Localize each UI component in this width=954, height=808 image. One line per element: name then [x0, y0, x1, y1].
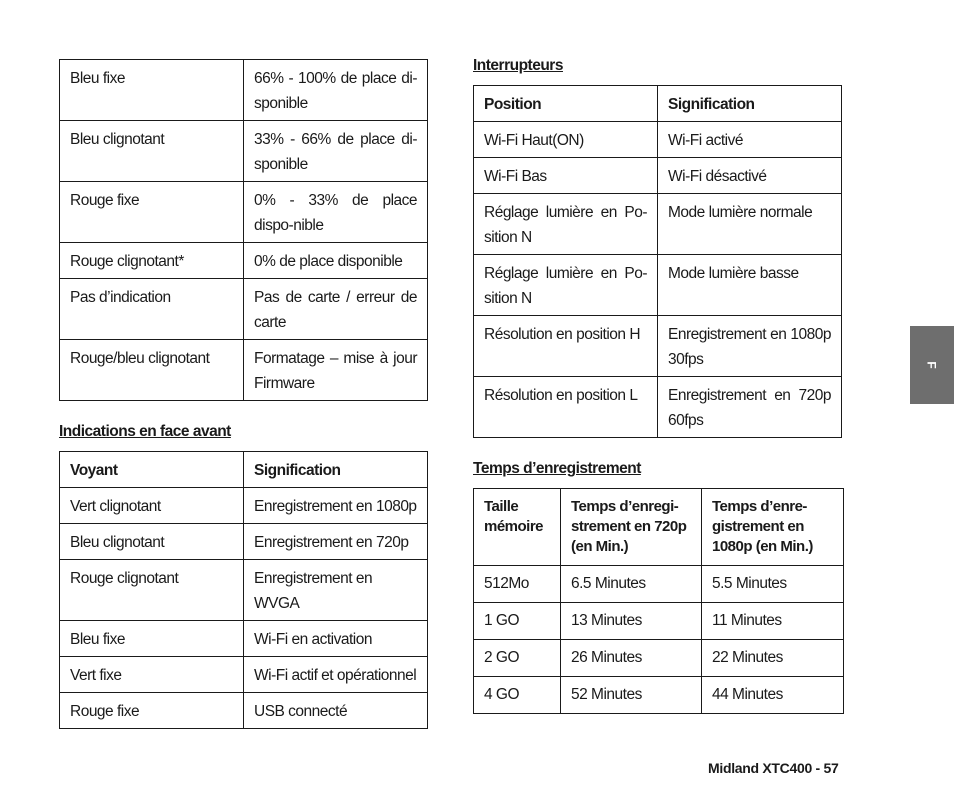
table-cell: 22 Minutes — [702, 640, 844, 677]
table-cell: Réglage lumière en Po-sition N — [474, 194, 658, 255]
table-cell: 44 Minutes — [702, 677, 844, 714]
table-cell: 13 Minutes — [561, 603, 702, 640]
column-header: Voyant — [60, 452, 244, 488]
table-cell: 26 Minutes — [561, 640, 702, 677]
table-cell: USB connecté — [244, 693, 428, 729]
table-row — [60, 243, 428, 279]
language-tab-label: F — [925, 361, 939, 369]
table-cell: Réglage lumière en Po-sition N — [474, 255, 658, 316]
switches-table — [473, 85, 842, 438]
table-cell: 5.5 Minutes — [702, 566, 844, 603]
table-row — [474, 122, 842, 158]
table-cell: 4 GO — [474, 677, 561, 714]
table-cell: Mode lumière basse — [658, 255, 842, 316]
table-cell: Enregistrement en WVGA — [244, 560, 428, 621]
table-row — [60, 524, 428, 560]
table-cell: 52 Minutes — [561, 677, 702, 714]
table-cell: Rouge fixe — [60, 693, 244, 729]
table-row — [474, 566, 844, 603]
table-row — [60, 182, 428, 243]
table-cell: Formatage – mise à jour Firmware — [244, 340, 428, 401]
table-row — [474, 316, 842, 377]
table-header-row — [60, 452, 428, 488]
table-cell: 0% de place disponible — [244, 243, 428, 279]
table-cell: 33% - 66% de place di-sponible — [244, 121, 428, 182]
table-cell: Rouge/bleu clignotant — [60, 340, 244, 401]
table-cell: 1 GO — [474, 603, 561, 640]
table-row — [60, 340, 428, 401]
table-cell: 66% - 100% de place di-sponible — [244, 60, 428, 121]
recording-time-table — [473, 488, 844, 714]
table-row — [474, 677, 844, 714]
table-cell: Rouge fixe — [60, 182, 244, 243]
table-cell: 2 GO — [474, 640, 561, 677]
table-cell: Bleu clignotant — [60, 524, 244, 560]
table-cell: Wi-Fi actif et opérationnel — [244, 657, 428, 693]
table-row — [474, 377, 842, 438]
column-header: Taille mémoire — [474, 489, 561, 566]
table-row — [60, 121, 428, 182]
table-cell: Bleu fixe — [60, 60, 244, 121]
language-tab — [910, 326, 954, 404]
table-row — [60, 488, 428, 524]
table-row — [60, 60, 428, 121]
table-cell: Pas d’indication — [60, 279, 244, 340]
table-row — [60, 560, 428, 621]
table-cell: Résolution en position L — [474, 377, 658, 438]
front-indications-table — [59, 451, 428, 729]
table-row — [474, 158, 842, 194]
table-cell: Enregistrement en 1080p 30fps — [658, 316, 842, 377]
column-header: Position — [474, 86, 658, 122]
section-title-recording-time: Temps d’enregistrement — [473, 460, 641, 477]
table-cell: Wi-Fi activé — [658, 122, 842, 158]
table-cell: Mode lumière normale — [658, 194, 842, 255]
table-cell: Wi-Fi Haut(ON) — [474, 122, 658, 158]
table-header-row — [474, 489, 844, 566]
table-cell: Rouge clignotant — [60, 560, 244, 621]
table-row — [474, 603, 844, 640]
led-status-table — [59, 59, 428, 401]
column-header: Temps d’enre-gistrement en 1080p (en Min.) — [702, 489, 844, 566]
table-cell: 6.5 Minutes — [561, 566, 702, 603]
section-title-switches: Interrupteurs — [473, 57, 563, 74]
table-cell: 0% - 33% de place dispo-nible — [244, 182, 428, 243]
table-cell: Rouge clignotant* — [60, 243, 244, 279]
table-cell: Vert clignotant — [60, 488, 244, 524]
table-row — [60, 657, 428, 693]
table-cell: Enregistrement en 720p 60fps — [658, 377, 842, 438]
table-row — [60, 279, 428, 340]
table-row — [474, 640, 844, 677]
table-row — [60, 621, 428, 657]
table-row — [60, 693, 428, 729]
table-cell: Wi-Fi Bas — [474, 158, 658, 194]
table-cell: Vert fixe — [60, 657, 244, 693]
column-header: Temps d’enregi-strement en 720p (en Min.) — [561, 489, 702, 566]
table-cell: Wi-Fi désactivé — [658, 158, 842, 194]
column-header: Signification — [658, 86, 842, 122]
page-footer: Midland XTC400 - 57 — [708, 760, 839, 776]
table-cell: Bleu clignotant — [60, 121, 244, 182]
table-cell: Wi-Fi en activation — [244, 621, 428, 657]
table-cell: Pas de carte / erreur de carte — [244, 279, 428, 340]
table-cell: Enregistrement en 720p — [244, 524, 428, 560]
column-header: Signification — [244, 452, 428, 488]
table-row — [474, 255, 842, 316]
section-title-front-indications: Indications en face avant — [59, 423, 231, 440]
table-row — [474, 194, 842, 255]
table-cell: Bleu fixe — [60, 621, 244, 657]
table-header-row — [474, 86, 842, 122]
table-cell: 512Mo — [474, 566, 561, 603]
table-cell: 11 Minutes — [702, 603, 844, 640]
table-cell: Résolution en position H — [474, 316, 658, 377]
table-cell: Enregistrement en 1080p — [244, 488, 428, 524]
